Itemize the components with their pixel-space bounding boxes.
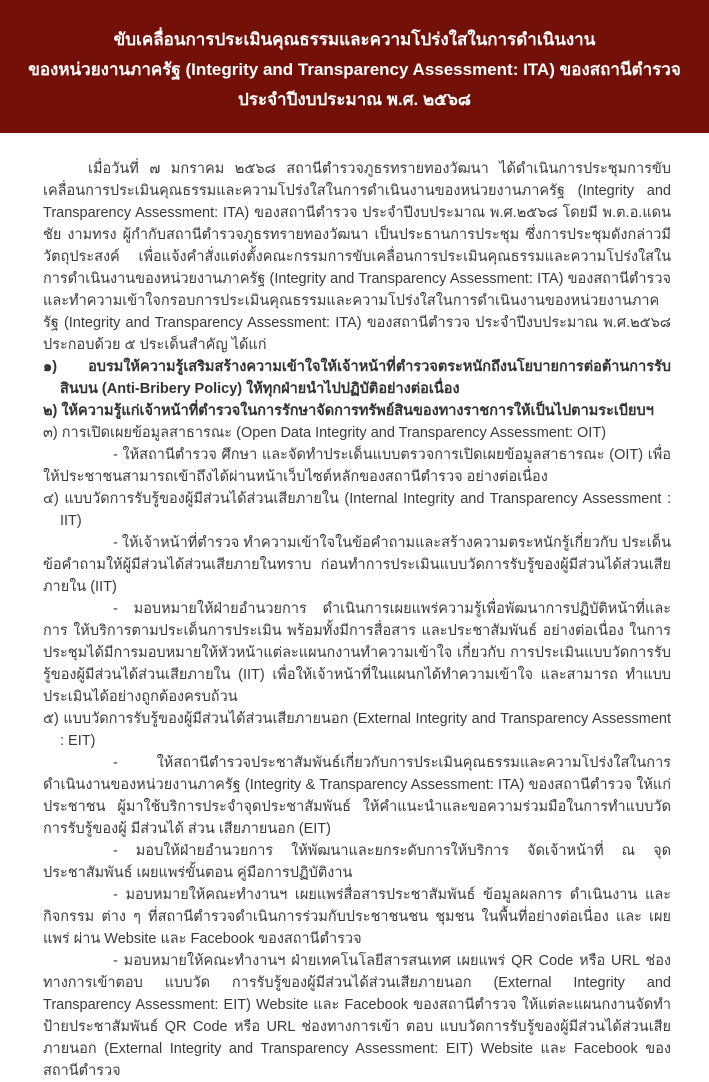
sub-item: - มอบหมายให้คณะทำงานฯ เผยแพร่สื่อสารประชาสัมพันธ์ ข้อมูลผลการ ดำเนินงาน และกิจกรรม ต่าง ๆ ที่สถานีตำรวจดำเนินการร่วมกับประชาชนชน ชุมชน ในพื้นที่อย่างต่อเนื่อง และ เผยแพร่ ผ่าน Website และ Facebook ของสถานีตำรวจ [43,887,671,947]
numbered-item: ๓) การเปิดเผยข้อมูลสาธารณะ (Open Data Integrity and Transparency Assessment: OIT) [43,425,607,441]
header-title-line-3: ประจำปีงบประมาณ พ.ศ. ๒๕๖๘ [238,90,471,109]
sub-item: - มอบหมายให้คณะทำงานฯ ฝ่ายเทคโนโลยีสารสนเทศ เผยแพร่ QR Code หรือ URL ช่องทางการเข้าตอบ แบบวัด การรับรู้ของผู้มีส่วนได้ส่วนเสียภายนอก (External Integrity and Transparency Assessment: EIT) Website และ Facebook ของสถานีตำรวจ ให้แต่ละแผนกงานจัดทำป้ายประชาสัมพันธ์ QR Code หรือ URL ช่องทางการเข้า ตอบ แบบวัดการรับรู้ของผู้มีส่วนได้ส่วนเสียภายนอก (External Integrity and Transparency Assessment: EIT) Website และ Facebook ของสถานีตำรวจ [43,953,671,1079]
header-title-line-2: ของหน่วยงานภาครัฐ (Integrity and Transparency Assessment: ITA) ของสถานีตำรวจ [28,60,681,79]
numbered-item: ๒) ให้ความรู้แก่เจ้าหน้าที่ตำรวจในการรักษาจัดการทรัพย์สินของทางราชการให้เป็นไปตามระเบียบฯ [43,403,654,419]
sub-item: - ให้เจ้าหน้าที่ตำรวจ ทำความเข้าใจในข้อคำถามและสร้างความตระหนักรู้เกี่ยวกับ ประเด็น ข้อคำถามให้ผู้มีส่วนได้ส่วนเสียภายในทราบ ก่อนทำการประเมินแบบวัดการรับรู้ของผู้มีส่วนได้ส่วนเสียภายใน (IIT) [43,535,671,595]
sub-item: - มอบให้ฝ่ายอำนวยการ ให้พัฒนาและยกระดับการให้บริการ จัดเจ้าหน้าที่ ณ จุด ประชาสัมพันธ์ เผยแพร่ขั้นตอน คู่มือการปฏิบัติงาน [43,843,671,881]
header-title-line-1: ขับเคลื่อนการประเมินคุณธรรมและความโปร่งใสในการดำเนินงาน [113,30,596,49]
numbered-item: ๑) อบรมให้ความรู้เสริมสร้างความเข้าใจให้เจ้าหน้าที่ตำรวจตระหนักถึงนโยบายการต่อต้านการรับสินบน (Anti-Bribery Policy) ให้ทุกฝ่ายนำไปปฏิบัติอย่างต่อเนื่อง [43,359,671,397]
numbered-item: ๔) แบบวัดการรับรู้ของผู้มีส่วนได้ส่วนเสียภายใน (Internal Integrity and Transparency Assessment : IIT) [43,491,671,529]
sub-item: - มอบหมายให้ฝ่ายอำนวยการ ดำเนินการเผยแพร่ความรู้เพื่อพัฒนาการปฏิบัติหน้าที่และการ ให้บริการตามประเด็นการประเมิน พร้อมทั้งมีการสื่อสาร และประชาสัมพันธ์ อย่างต่อเนื่อง ในการประชุมได้มีการมอบหมายให้หัวหน้าแต่ละแผนกงานทำความเข้าใจ เกี่ยวกับ การประเมินแบบวัดการรับรู้ของผู้มีส่วนได้ส่วนเสียภายใน (IIT) เพื่อให้เจ้าหน้าที่ในแผนกได้ทำความเข้าใจ และสามารถ ทำแบบประเมินได้อย่างถูกต้องครบถ้วน [43,601,671,705]
report-header-banner [0,0,709,133]
paragraph: เมื่อวันที่ ๗ มกราคม ๒๕๖๘ สถานีตำรวจภูธรทรายทองวัฒนา ได้ดำเนินการประชุมการขับเคลื่อนการประเมินคุณธรรมและความโปร่งใสในการดำเนินงานของหน่วยงานภาครัฐ (Integrity and Transparency Assessment: ITA) ของสถานีตำรวจ ประจำปีงบประมาณ พ.ศ.๒๕๖๘ โดยมี พ.ต.อ.แดนชัย งามทรง ผู้กำกับสถานีตำรวจภูธรทรายทองวัฒนา เป็นประธานการประชุม ซึ่งการประชุมดังกล่าวมีวัตถุประสงค์ เพื่อแจ้งคำสั่งแต่งตั้งคณะกรรมการขับเคลื่อนการประเมินคุณธรรมและความโปร่งใสในการดำเนินงานของหน่วยงานภาครัฐ (Integrity and Transparency Assessment: ITA) ของสถานีตำรวจ และทำความเข้าใจกรอบการประเมินคุณธรรมและความโปร่งใสในการดำเนินงานของหน่วยงานภาครัฐ (Integrity and Transparency Assessment: ITA) ของสถานีตำรวจ ประจำปีงบประมาณ พ.ศ.๒๕๖๘ ประกอบด้วย ๕ ประเด็นสำคัญ ได้แก่ [43,161,671,353]
document-body [0,133,709,1082]
sub-item: - ให้สถานีตำรวจ ศึกษา และจัดทำประเด็นแบบตรวจการเปิดเผยข้อมูลสาธารณะ (OIT) เพื่อให้ประชาชนสามารถเข้าถึงได้ผ่านหน้าเว็บไซต์หลักของสถานีตำรวจ อย่างต่อเนื่อง [43,447,671,485]
sub-item: - ให้สถานีตำรวจประชาสัมพันธ์เกี่ยวกับการประเมินคุณธรรมและความโปร่งใสในการ ดำเนินงานของหน่วยงานภาครัฐ (Integrity & Transparency Assessment: ITA) ของสถานีตำรวจ ให้แก่ ประชาชน ผู้มาใช้บริการประจำจุดประชาสัมพันธ์ ให้คำแนะนำและขอความร่วมมือในการทำแบบวัดการรับรู้ของผู้ มีส่วนได้ ส่วน เสียภายนอก (EIT) [43,755,671,837]
numbered-item: ๕) แบบวัดการรับรู้ของผู้มีส่วนได้ส่วนเสียภายนอก (External Integrity and Transparency Assessment : EIT) [43,711,671,749]
